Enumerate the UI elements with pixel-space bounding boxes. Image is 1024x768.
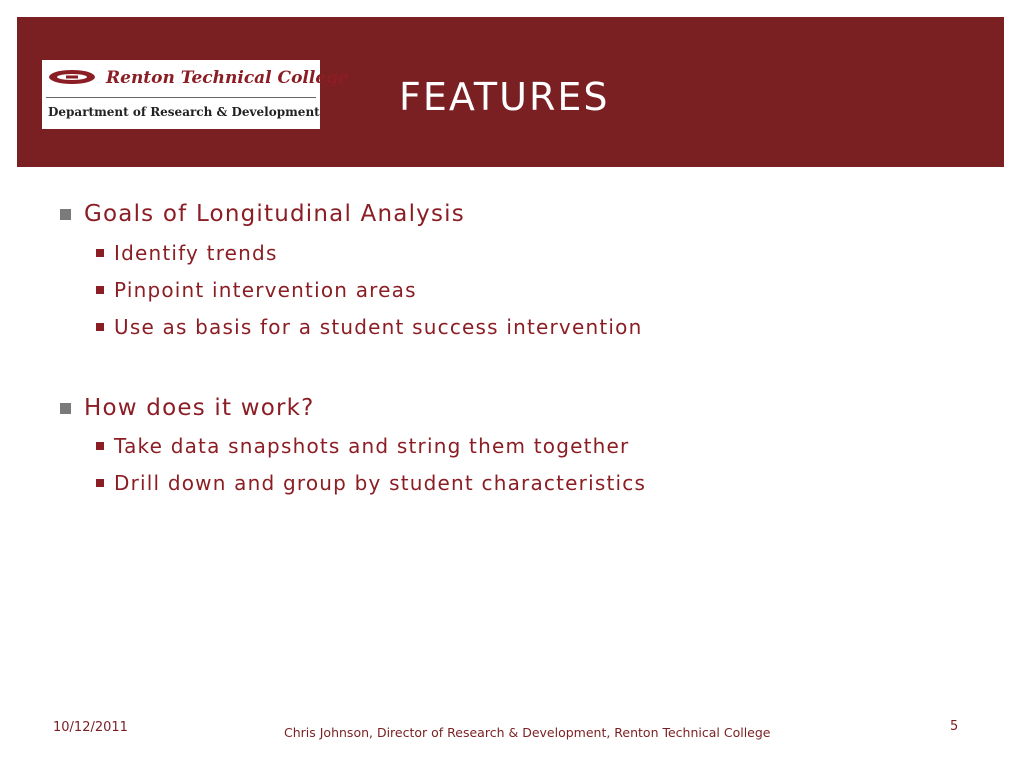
bullet-marker-icon	[60, 209, 71, 220]
page-number: 5	[950, 719, 959, 734]
sub-bullet-text: Use as basis for a student success intervention	[114, 315, 643, 339]
sub-bullet-data-snapshots	[96, 434, 629, 458]
logo-department: Department of Research & Development	[48, 105, 320, 119]
footer-date: 10/12/2011	[53, 720, 128, 735]
sub-bullet-text: Identify trends	[114, 241, 278, 265]
sub-bullet-pinpoint-areas	[96, 278, 417, 302]
sub-bullet-text: Drill down and group by student characteristics	[114, 471, 647, 495]
sub-bullet-marker-icon	[96, 249, 104, 257]
sub-bullet-marker-icon	[96, 479, 104, 487]
slide-title: FEATURES	[399, 75, 610, 119]
logo-college-name: Renton Technical College	[106, 68, 349, 88]
bullet-how-it-works	[60, 395, 315, 421]
bullet-marker-icon	[60, 403, 71, 414]
sub-bullet-drill-down	[96, 471, 646, 495]
logo-divider	[46, 97, 316, 98]
sub-bullet-student-success	[96, 315, 642, 339]
sub-bullet-marker-icon	[96, 442, 104, 450]
sub-bullet-marker-icon	[96, 286, 104, 294]
sub-bullet-text: Take data snapshots and string them together	[114, 434, 630, 458]
college-emblem-icon	[48, 69, 96, 85]
footer-author: Chris Johnson, Director of Research & Development, Renton Technical College	[284, 725, 771, 740]
sub-bullet-marker-icon	[96, 323, 104, 331]
bullet-goals	[60, 201, 465, 227]
sub-bullet-text: Pinpoint intervention areas	[114, 278, 417, 302]
sub-bullet-identify-trends	[96, 241, 278, 265]
bullet-text: Goals of Longitudinal Analysis	[84, 201, 465, 227]
bullet-text: How does it work?	[84, 395, 315, 421]
college-logo	[42, 60, 349, 129]
